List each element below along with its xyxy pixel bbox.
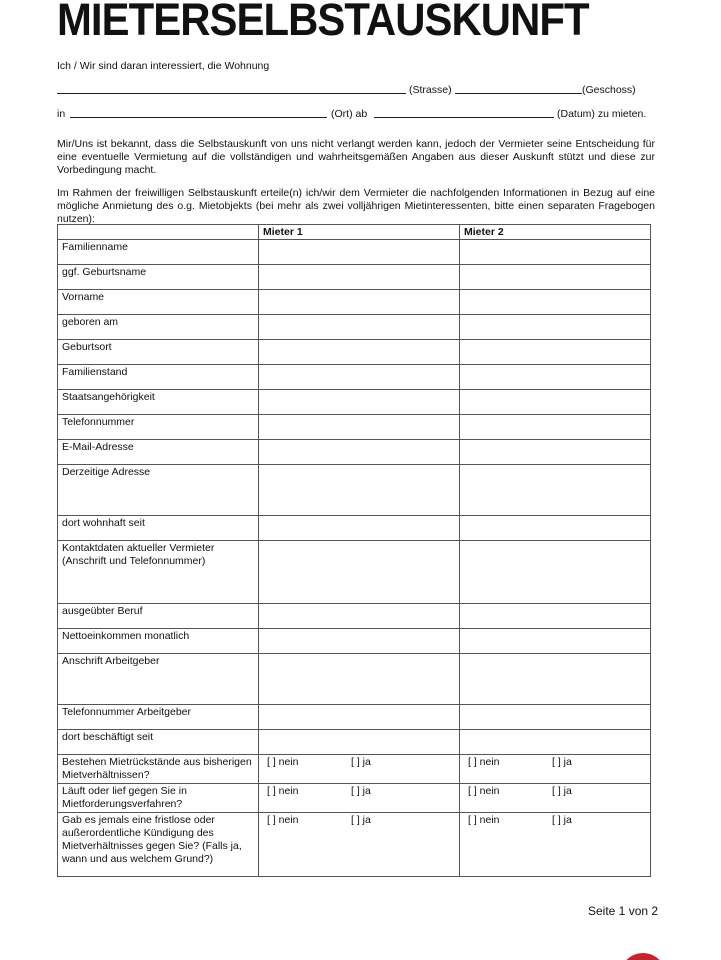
tenant-2-input[interactable] bbox=[460, 654, 651, 705]
tenant-1-input[interactable] bbox=[259, 290, 460, 315]
question-row bbox=[58, 784, 651, 813]
red-circle-logo bbox=[620, 953, 666, 960]
table-row bbox=[58, 654, 651, 705]
table-row bbox=[58, 465, 651, 516]
field-label: ausgeübter Beruf bbox=[58, 604, 259, 629]
table-row bbox=[58, 415, 651, 440]
nein-checkbox[interactable]: [ ] nein bbox=[267, 814, 299, 826]
tenant-1-input[interactable] bbox=[259, 240, 460, 265]
header-empty bbox=[58, 225, 259, 240]
floor-label: (Geschoss) bbox=[582, 84, 636, 96]
disclaimer-paragraph: Mir/Uns ist bekannt, dass die Selbstauskunft von uns nicht verlangt werden kann, jedoch der Vermieter seine Entscheidung für eine eventuelle Vermietung auf die vollständigen und wahrheitsgemäßen Angaben aus dieser Auskunft stützt und diese zur Vorbedingung macht. bbox=[57, 138, 655, 176]
tenant-2-input[interactable] bbox=[460, 604, 651, 629]
field-label: Familienname bbox=[58, 240, 259, 265]
field-label: E-Mail-Adresse bbox=[58, 440, 259, 465]
tenant-2-input[interactable] bbox=[460, 240, 651, 265]
tenant-1-input[interactable] bbox=[259, 465, 460, 516]
city-field[interactable] bbox=[70, 117, 327, 118]
tenant-2-input[interactable] bbox=[460, 705, 651, 730]
nein-checkbox[interactable]: [ ] nein bbox=[468, 814, 500, 826]
tenant-2-options bbox=[460, 784, 651, 813]
question-row bbox=[58, 813, 651, 877]
table-row bbox=[58, 340, 651, 365]
question-label: Läuft oder lief gegen Sie in Mietforderungsverfahren? bbox=[58, 784, 259, 813]
tenant-1-options bbox=[259, 813, 460, 877]
table-row bbox=[58, 265, 651, 290]
question-label: Bestehen Mietrückstände aus bisherigen Mietverhältnissen? bbox=[58, 755, 259, 784]
tenant-2-input[interactable] bbox=[460, 440, 651, 465]
table-row bbox=[58, 440, 651, 465]
table-row bbox=[58, 390, 651, 415]
nein-checkbox[interactable]: [ ] nein bbox=[267, 785, 299, 797]
field-label: Anschrift Arbeitgeber bbox=[58, 654, 259, 705]
header-tenant-1: Mieter 1 bbox=[259, 225, 460, 240]
city-label: (Ort) ab bbox=[331, 108, 368, 120]
tenant-1-input[interactable] bbox=[259, 415, 460, 440]
field-label: Telefonnummer bbox=[58, 415, 259, 440]
tenant-1-input[interactable] bbox=[259, 440, 460, 465]
field-label: Geburtsort bbox=[58, 340, 259, 365]
page-title: MIETERSELBSTAUSKUNFT bbox=[57, 0, 589, 45]
tenant-2-input[interactable] bbox=[460, 340, 651, 365]
header-tenant-2: Mieter 2 bbox=[460, 225, 651, 240]
ja-checkbox[interactable]: [ ] ja bbox=[351, 785, 371, 797]
street-field[interactable] bbox=[57, 93, 406, 94]
field-label: Kontaktdaten aktueller Vermieter (Anschrift und Telefonnummer) bbox=[58, 541, 259, 604]
table-row bbox=[58, 730, 651, 755]
tenant-1-input[interactable] bbox=[259, 365, 460, 390]
tenant-1-input[interactable] bbox=[259, 390, 460, 415]
field-label: Staatsangehörigkeit bbox=[58, 390, 259, 415]
tenant-1-input[interactable] bbox=[259, 315, 460, 340]
table-header-row bbox=[58, 225, 651, 240]
ja-checkbox[interactable]: [ ] ja bbox=[351, 756, 371, 768]
in-label: in bbox=[57, 108, 66, 120]
table-row bbox=[58, 290, 651, 315]
tenant-info-table bbox=[57, 224, 651, 877]
tenant-1-input[interactable] bbox=[259, 705, 460, 730]
tenant-2-options bbox=[460, 813, 651, 877]
field-label: ggf. Geburtsname bbox=[58, 265, 259, 290]
question-row bbox=[58, 755, 651, 784]
field-label: Telefonnummer Arbeitgeber bbox=[58, 705, 259, 730]
tenant-2-input[interactable] bbox=[460, 415, 651, 440]
tenant-1-input[interactable] bbox=[259, 629, 460, 654]
tenant-2-input[interactable] bbox=[460, 465, 651, 516]
ja-checkbox[interactable]: [ ] ja bbox=[552, 814, 572, 826]
table-row bbox=[58, 629, 651, 654]
field-label: Familienstand bbox=[58, 365, 259, 390]
tenant-2-input[interactable] bbox=[460, 516, 651, 541]
ja-checkbox[interactable]: [ ] ja bbox=[351, 814, 371, 826]
tenant-1-input[interactable] bbox=[259, 541, 460, 604]
intro-text: Ich / Wir sind daran interessiert, die Wohnung bbox=[57, 60, 270, 72]
tenant-2-input[interactable] bbox=[460, 265, 651, 290]
nein-checkbox[interactable]: [ ] nein bbox=[468, 785, 500, 797]
field-label: Derzeitige Adresse bbox=[58, 465, 259, 516]
tenant-2-input[interactable] bbox=[460, 365, 651, 390]
nein-checkbox[interactable]: [ ] nein bbox=[468, 756, 500, 768]
question-label: Gab es jemals eine fristlose oder außerordentliche Kündigung des Mietverhältnisses gegen Sie? (Falls ja, wann und aus welchem Grund?) bbox=[58, 813, 259, 877]
tenant-1-options bbox=[259, 784, 460, 813]
tenant-1-input[interactable] bbox=[259, 516, 460, 541]
tenant-2-options bbox=[460, 755, 651, 784]
tenant-2-input[interactable] bbox=[460, 730, 651, 755]
ja-checkbox[interactable]: [ ] ja bbox=[552, 756, 572, 768]
tenant-2-input[interactable] bbox=[460, 290, 651, 315]
tenant-2-input[interactable] bbox=[460, 629, 651, 654]
field-label: geboren am bbox=[58, 315, 259, 340]
floor-field[interactable] bbox=[455, 93, 582, 94]
field-label: Vorname bbox=[58, 290, 259, 315]
tenant-1-input[interactable] bbox=[259, 604, 460, 629]
table-row bbox=[58, 365, 651, 390]
field-label: dort wohnhaft seit bbox=[58, 516, 259, 541]
tenant-1-input[interactable] bbox=[259, 265, 460, 290]
table-row bbox=[58, 604, 651, 629]
tenant-1-options bbox=[259, 755, 460, 784]
street-label: (Strasse) bbox=[409, 84, 452, 96]
table-row bbox=[58, 315, 651, 340]
table-row bbox=[58, 516, 651, 541]
date-label: (Datum) zu mieten. bbox=[557, 108, 647, 120]
field-label: Nettoeinkommen monatlich bbox=[58, 629, 259, 654]
tenant-1-input[interactable] bbox=[259, 730, 460, 755]
page-number: Seite 1 von 2 bbox=[588, 904, 659, 918]
date-field[interactable] bbox=[374, 117, 554, 118]
tenant-2-input[interactable] bbox=[460, 390, 651, 415]
tenant-1-input[interactable] bbox=[259, 654, 460, 705]
table-row bbox=[58, 541, 651, 604]
tenant-2-input[interactable] bbox=[460, 315, 651, 340]
tenant-2-input[interactable] bbox=[460, 541, 651, 604]
table-row bbox=[58, 705, 651, 730]
nein-checkbox[interactable]: [ ] nein bbox=[267, 756, 299, 768]
ja-checkbox[interactable]: [ ] ja bbox=[552, 785, 572, 797]
instructions-paragraph: Im Rahmen der freiwilligen Selbstauskunft erteile(n) ich/wir dem Vermieter die nachfolgenden Informationen in Bezug auf eine mögliche Anmietung des o.g. Mietobjekts (bei mehr als zwei volljährigen Mietinteressenten, bitte einen separaten Fragebogen nutzen): bbox=[57, 187, 655, 225]
field-label: dort beschäftigt seit bbox=[58, 730, 259, 755]
table-row bbox=[58, 240, 651, 265]
tenant-1-input[interactable] bbox=[259, 340, 460, 365]
